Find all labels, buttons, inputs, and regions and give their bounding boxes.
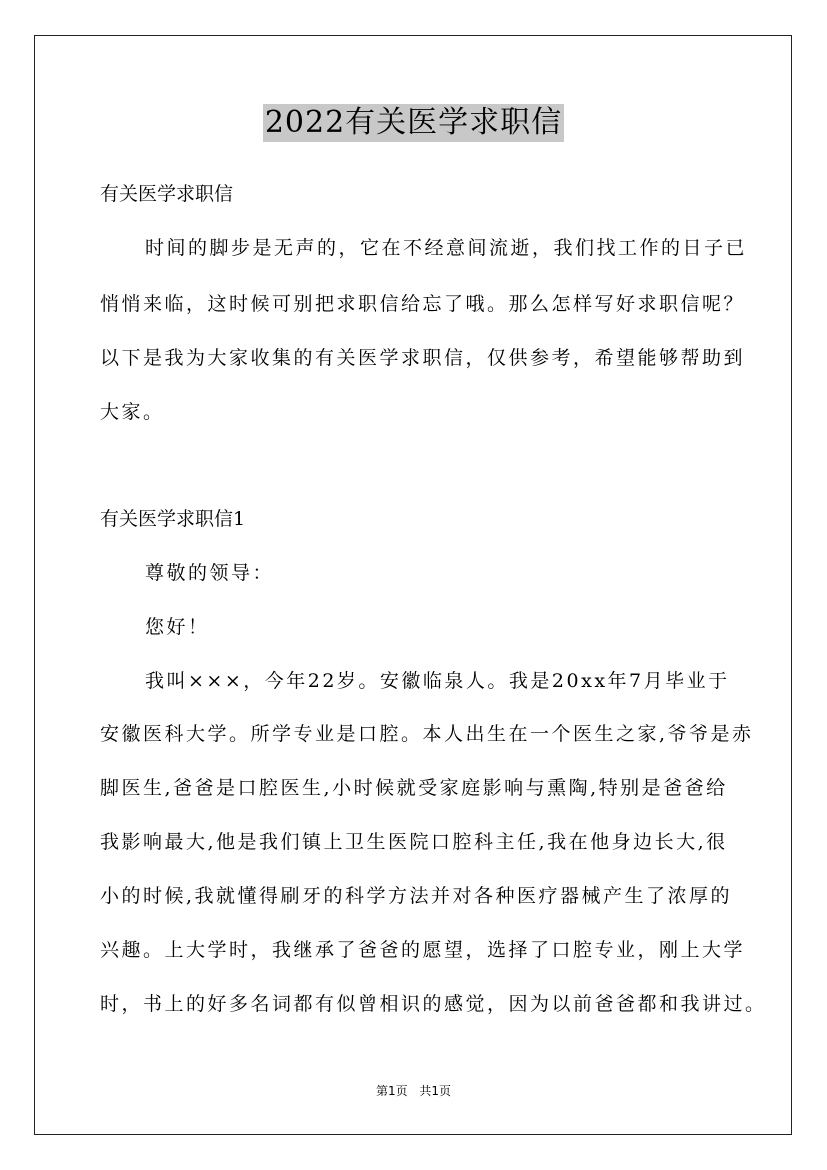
greeting: 您好！ [145,616,210,638]
salutation: 尊敬的领导： [145,562,275,584]
document-subtitle: 有关医学求职信 [100,183,234,205]
document-title: 2022有关医学求职信 [264,105,563,140]
section-heading: 有关医学求职信1 [100,508,246,530]
body-line: 脚医生,爸爸是口腔医生,小时候就受家庭影响与熏陶,特别是爸爸给 [100,777,728,799]
body-line: 我影响最大,他是我们镇上卫生医院口腔科主任,我在他身边长大,很 [100,831,728,853]
title-container [0,104,827,142]
body-line: 兴趣。上大学时，我继承了爸爸的愿望，选择了口腔专业，刚上大学 [100,939,746,961]
page-number: 第1页 [375,1084,408,1098]
body-line: 我叫×××，今年22岁。安徽临泉人。我是20xx年7月毕业于 [145,670,730,692]
intro-line: 大家。 [100,401,165,423]
page-footer [0,1082,827,1100]
intro-line: 悄悄来临，这时候可别把求职信给忘了哦。那么怎样写好求职信呢？ [100,293,746,315]
page-total: 共1页 [419,1084,452,1098]
intro-line: 以下是我为大家收集的有关医学求职信，仅供参考，希望能够帮助到 [100,347,746,369]
body-line: 安徽医科大学。所学专业是口腔。本人出生在一个医生之家,爷爷是赤 [100,723,754,745]
body-line: 时，书上的好多名词都有似曾相识的感觉，因为以前爸爸都和我讲过。 [100,993,767,1015]
intro-line: 时间的脚步是无声的，它在不经意间流逝，我们找工作的日子已 [145,237,748,259]
body-line: 小的时候,我就懂得刷牙的科学方法并对各种医疗器械产生了浓厚的 [100,885,733,907]
